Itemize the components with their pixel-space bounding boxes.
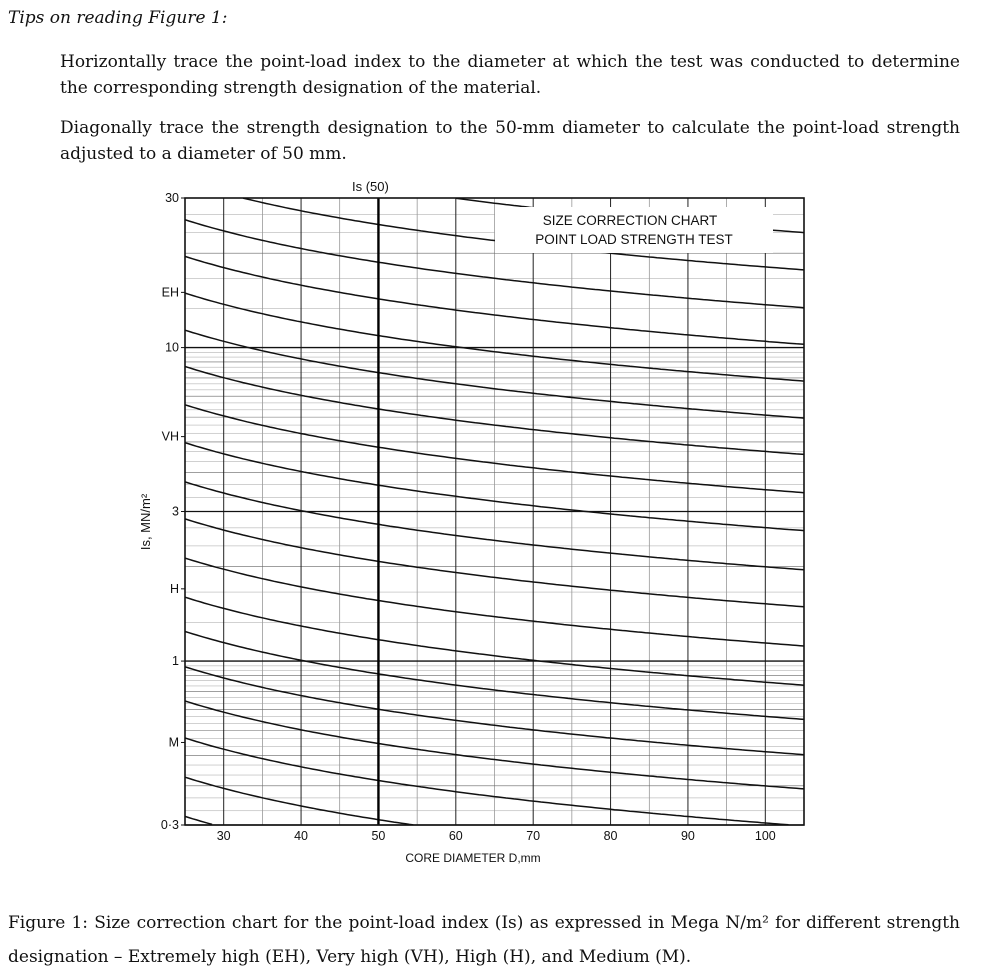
tips-title: Tips on reading Figure 1: [8, 8, 228, 28]
y-tick-label: 1 [172, 654, 179, 669]
x-tick-label: 60 [448, 829, 463, 843]
strength-curve [185, 816, 212, 824]
y-tick-label: M [168, 735, 179, 750]
y-tick-label: VH [161, 429, 179, 444]
strength-curve [185, 738, 789, 825]
y-tick-label: 10 [165, 340, 179, 355]
x-tick-label: 80 [603, 829, 618, 843]
x-tick-label: 30 [216, 829, 231, 843]
tip-horizontal-trace: Horizontally trace the point-load index to the diameter at which the test was conducted to determine the corresponding strength designation of the material. [60, 52, 960, 98]
x-tick-label: 50 [371, 829, 386, 843]
y-tick-label: H [169, 581, 179, 596]
tip-diagonal-trace: Diagonally trace the strength designation to the 50-mm diameter to calculate the point-load strength adjusted to a diameter of 50 mm. [60, 118, 960, 164]
y-axis-label: Is, MN/m² [138, 493, 153, 551]
y-tick-label: 3 [172, 504, 179, 519]
x-tick-labels [217, 829, 776, 843]
x-tick-label: 90 [680, 829, 695, 843]
figure-caption: Figure 1: Size correction chart for the point-load index (Is) as expressed in Mega N/m² for different strength designation – Extremely high (EH), Very high (VH), High (H), and Medium (M). [8, 913, 960, 967]
y-tick-label: EH [161, 285, 179, 300]
y-tick-labels [161, 191, 179, 832]
x-tick-label: 70 [526, 829, 541, 843]
x-tick-label: 40 [294, 829, 309, 843]
x-axis-label: CORE DIAMETER D,mm [405, 851, 541, 865]
y-tick-label: 0·3 [160, 818, 179, 832]
x-tick-label: 100 [754, 829, 776, 843]
chart-title: SIZE CORRECTION CHART [542, 213, 718, 228]
is50-top-label: Is (50) [352, 179, 389, 194]
chart-subtitle: POINT LOAD STRENGTH TEST [535, 232, 733, 247]
y-tick-label: 30 [165, 191, 179, 205]
